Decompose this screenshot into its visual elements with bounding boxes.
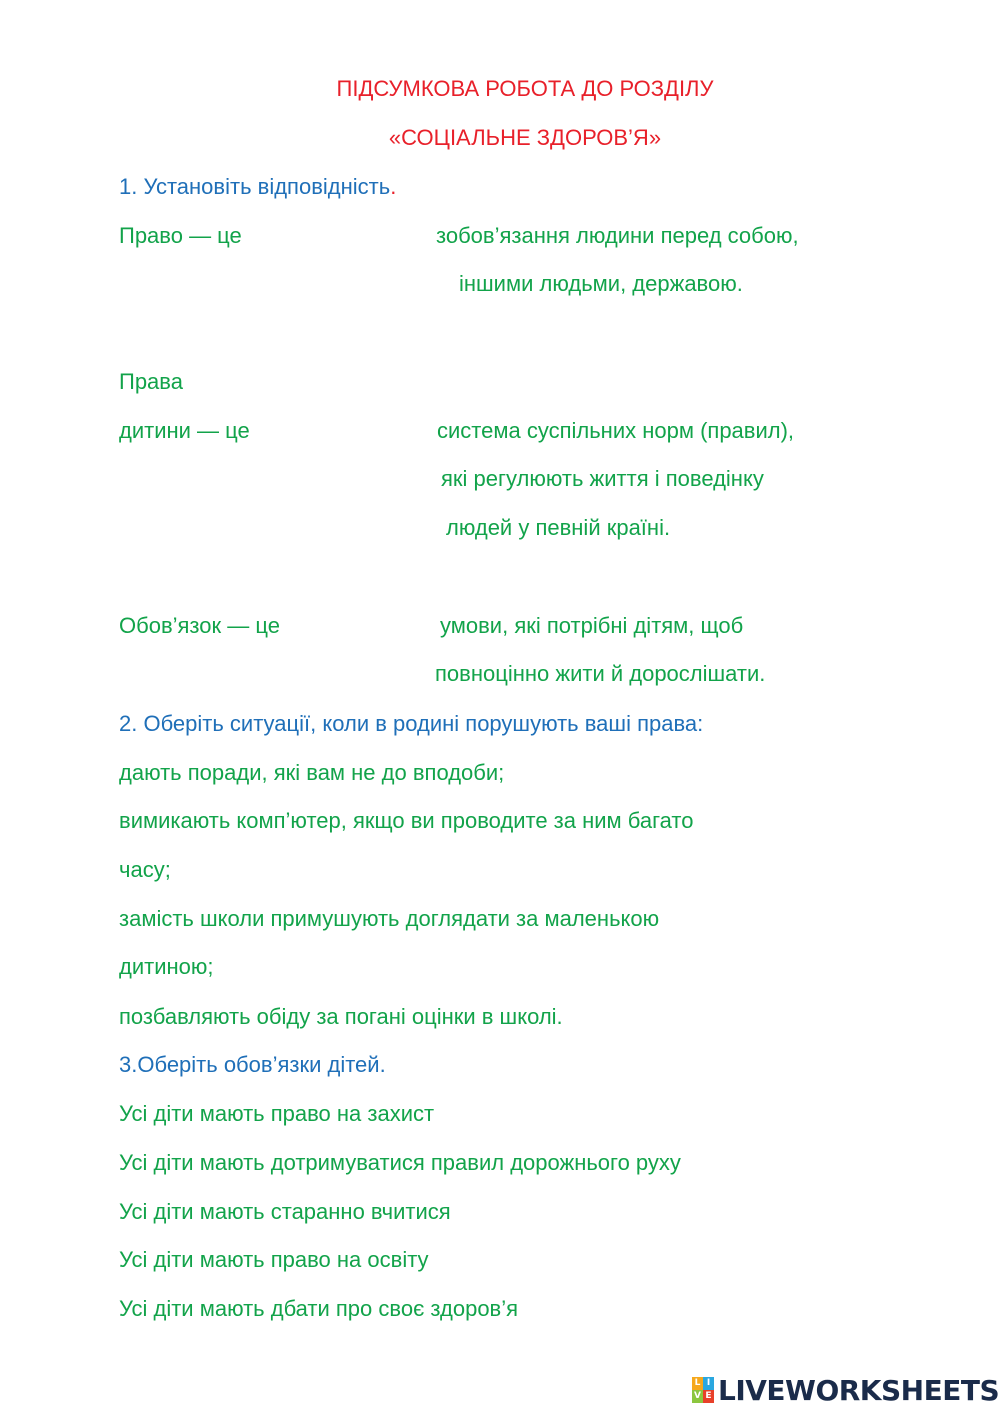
task2-option-3-cont[interactable]: дитиною; bbox=[119, 954, 214, 979]
task1-definition-2-line-1[interactable]: система суспільних норм (правил), bbox=[437, 418, 795, 443]
liveworksheets-logo bbox=[692, 1375, 999, 1405]
task2-option-2-cont[interactable]: часу; bbox=[119, 857, 171, 882]
brand-text: LIVEWORKSHEETS bbox=[718, 1373, 1000, 1407]
task3-option-1[interactable]: Усі діти мають право на захист bbox=[119, 1101, 435, 1126]
logo-tile-e: E bbox=[703, 1390, 714, 1403]
task3-option-2[interactable]: Усі діти мають дотримуватися правил дорожнього руху bbox=[119, 1150, 681, 1175]
task1-term-2-line-2[interactable]: дитини — це bbox=[119, 418, 250, 443]
task1-definition-3-line-1[interactable]: умови, які потрібні дітям, щоб bbox=[440, 613, 744, 638]
task2-option-3[interactable]: замість школи примушують доглядати за маленькою bbox=[119, 906, 660, 931]
task1-term-3[interactable]: Обов’язок — це bbox=[119, 613, 280, 638]
task1-heading-dot: . bbox=[390, 174, 397, 199]
task3-option-5[interactable]: Усі діти мають дбати про своє здоров’я bbox=[119, 1296, 519, 1321]
task3-option-3[interactable]: Усі діти мають старанно вчитися bbox=[119, 1199, 451, 1224]
task2-heading: 2. Оберіть ситуації, коли в родині порушують ваші права: bbox=[119, 711, 704, 736]
task1-heading-text: 1. Установіть відповідність bbox=[119, 174, 391, 199]
title-line-2: «СОЦІАЛЬНЕ ЗДОРОВ’Я» bbox=[388, 125, 662, 150]
task2-option-2[interactable]: вимикають комп’ютер, якщо ви проводите за ним багато bbox=[119, 808, 694, 833]
task1-definition-2-line-2[interactable]: які регулюють життя і поведінку bbox=[441, 466, 764, 491]
logo-tile-v: V bbox=[692, 1390, 703, 1403]
task2-option-1[interactable]: дають поради, які вам не до вподоби; bbox=[119, 760, 505, 785]
task1-definition-3-line-2[interactable]: повноцінно жити й дорослішати. bbox=[435, 661, 766, 686]
live-logo-icon bbox=[692, 1377, 714, 1403]
task1-definition-1-line-1[interactable]: зобов’язання людини перед собою, bbox=[436, 223, 799, 248]
task1-definition-2-line-3[interactable]: людей у певній країні. bbox=[446, 515, 671, 540]
logo-tile-l: L bbox=[692, 1377, 703, 1390]
task1-term-1[interactable]: Право — це bbox=[119, 223, 242, 248]
title-line-1: ПІДСУМКОВА РОБОТА ДО РОЗДІЛУ bbox=[336, 76, 714, 101]
logo-tile-i: I bbox=[703, 1377, 714, 1390]
task3-heading: 3.Оберіть обов’язки дітей. bbox=[119, 1052, 386, 1077]
task1-heading bbox=[119, 173, 396, 201]
task3-option-4[interactable]: Усі діти мають право на освіту bbox=[119, 1247, 429, 1272]
task1-term-2-line-1[interactable]: Права bbox=[119, 369, 183, 394]
task1-definition-1-line-2[interactable]: іншими людьми, державою. bbox=[459, 271, 743, 296]
task2-option-4[interactable]: позбавляють обіду за погані оцінки в школі. bbox=[119, 1004, 563, 1029]
